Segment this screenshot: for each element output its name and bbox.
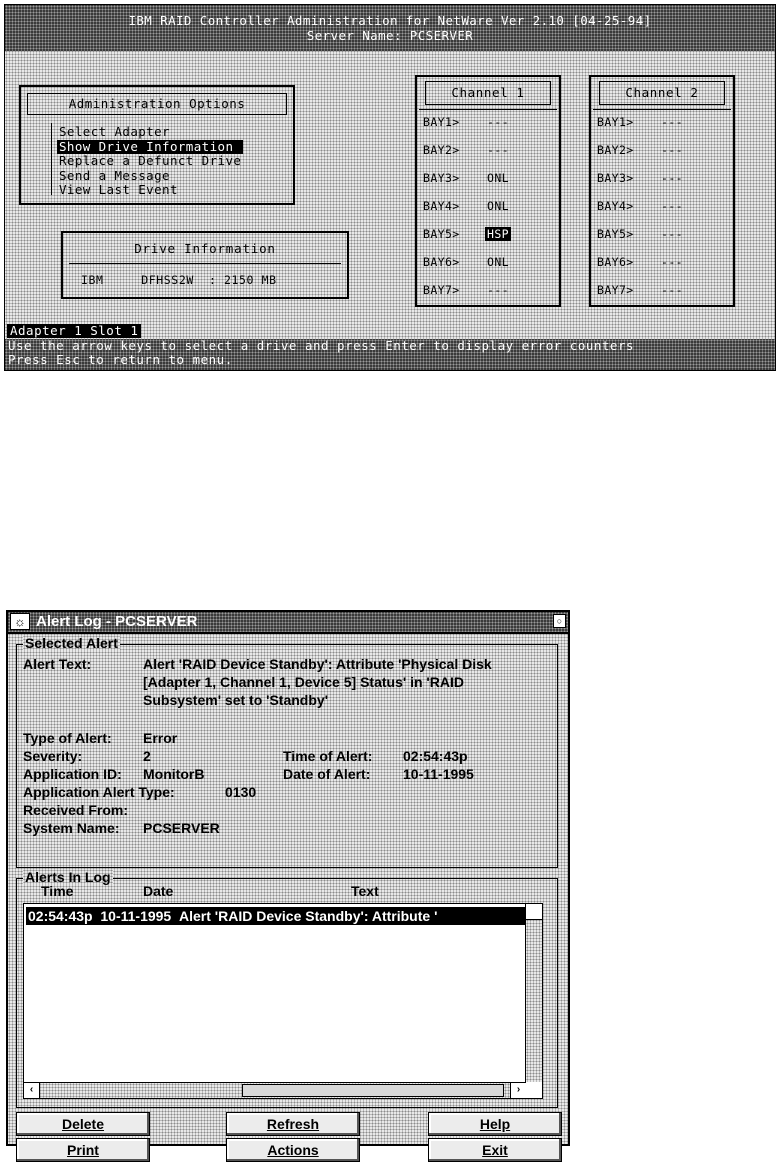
bay-status-selected: HSP: [487, 227, 509, 241]
channel-1-panel: [415, 75, 561, 307]
bay-label: BAY4>: [597, 199, 634, 213]
alert-text-label: Alert Text:: [23, 656, 92, 672]
minimize-icon[interactable]: ○: [553, 614, 566, 628]
menu-item-send-message[interactable]: Send a Message: [59, 167, 170, 183]
help-line-2: Press Esc to return to menu.: [8, 352, 233, 367]
program-title: IBM RAID Controller Administration for NetWare Ver 2.10 [04-25-94]: [128, 13, 652, 28]
bay-status: ---: [661, 143, 683, 157]
horizontal-scrollbar[interactable]: [24, 1082, 526, 1098]
bay-label: BAY5>: [423, 227, 460, 241]
application-id-label: Application ID:: [23, 766, 122, 782]
print-button[interactable]: Print: [16, 1138, 150, 1162]
bay-label: BAY6>: [423, 255, 460, 269]
menu-item-select-adapter[interactable]: Select Adapter: [59, 124, 170, 139]
menu-item-replace-defunct-drive[interactable]: Replace a Defunct Drive: [59, 153, 242, 168]
bay-status: ---: [487, 115, 509, 129]
bay-label: BAY3>: [597, 171, 634, 185]
column-header-date[interactable]: Date: [143, 883, 174, 899]
help-line-1: Use the arrow keys to select a drive and press Enter to display error counters: [8, 338, 634, 353]
time-of-alert-value: 02:54:43p: [403, 748, 468, 764]
screen-header: [5, 5, 775, 51]
scroll-right-icon[interactable]: ›: [510, 1083, 526, 1098]
column-header-text[interactable]: Text: [351, 883, 379, 899]
channel-1-bay-1[interactable]: [423, 115, 511, 129]
bay-label: BAY6>: [597, 255, 634, 269]
menu-item-view-last-event[interactable]: View Last Event: [59, 182, 178, 197]
bay-status: ---: [661, 227, 683, 241]
drive-information-title: Drive Information: [134, 241, 276, 256]
selected-alert-label: Selected Alert: [25, 635, 118, 651]
bay-status: ---: [661, 171, 683, 185]
scroll-left-icon[interactable]: ‹: [24, 1083, 40, 1098]
window-client: [8, 634, 568, 1158]
bay-label: BAY1>: [423, 115, 460, 129]
alerts-in-log-label: Alerts In Log: [25, 869, 111, 885]
selected-alert-group: [16, 635, 558, 868]
drive-information-row: [81, 273, 277, 287]
alert-list[interactable]: [23, 903, 543, 1099]
bay-status: ---: [661, 283, 683, 297]
bay-label: BAY5>: [597, 227, 634, 241]
row-time: 02:54:43p: [28, 908, 93, 924]
menu-item-show-drive-information[interactable]: Show Drive Information: [57, 140, 243, 155]
delete-button[interactable]: Delete: [16, 1112, 150, 1136]
channel-1-bay-7[interactable]: [423, 283, 511, 297]
alert-text-line-1: Alert 'RAID Device Standby': Attribute 'Physical Disk: [143, 656, 492, 672]
bay-status: ---: [487, 283, 509, 297]
type-of-alert-value: Error: [143, 730, 178, 746]
channel-2-bay-4[interactable]: [597, 199, 685, 213]
bay-status: ---: [487, 143, 509, 157]
alert-text-line-3: Subsystem' set to 'Standby': [143, 692, 329, 708]
drive-size: : 2150 MB: [208, 273, 277, 287]
channel-2-bay-3[interactable]: [597, 171, 685, 185]
channel-2-bay-6[interactable]: [597, 255, 685, 269]
application-alert-type-value: 0130: [225, 784, 257, 800]
help-text: [5, 339, 775, 370]
bay-label: BAY7>: [423, 283, 460, 297]
type-of-alert-label: Type of Alert:: [23, 730, 112, 746]
column-header-time[interactable]: Time: [41, 883, 74, 899]
channel-2-bay-5[interactable]: [597, 227, 685, 241]
received-from-label: Received From:: [23, 802, 129, 818]
bay-status: ---: [661, 255, 683, 269]
window-title: Alert Log - PCSERVER: [36, 613, 198, 630]
bay-label: BAY1>: [597, 115, 634, 129]
administration-options-panel: [19, 85, 295, 205]
bay-label: BAY2>: [423, 143, 460, 157]
channel-2-bay-7[interactable]: [597, 283, 685, 297]
divider: [419, 109, 557, 110]
row-date: 10-11-1995: [100, 908, 172, 924]
date-of-alert-value: 10-11-1995: [403, 766, 474, 782]
channel-2-bay-2[interactable]: [597, 143, 685, 157]
channel-1-bay-6[interactable]: [423, 255, 511, 269]
help-button[interactable]: Help: [428, 1112, 562, 1136]
system-menu-icon[interactable]: ☼: [10, 613, 30, 630]
window-titlebar[interactable]: [8, 612, 568, 634]
application-id-value: MonitorB: [143, 766, 205, 782]
alerts-in-log-group: [16, 869, 558, 1108]
channel-1-bay-5[interactable]: [423, 227, 511, 241]
date-of-alert-label: Date of Alert:: [283, 766, 371, 782]
bay-status: ---: [661, 115, 683, 129]
administration-menu: [57, 125, 243, 198]
time-of-alert-label: Time of Alert:: [283, 748, 373, 764]
drive-information-panel: [61, 231, 349, 299]
administration-options-title: Administration Options: [27, 93, 287, 115]
adapter-slot-indicator: Adapter 1 Slot 1: [7, 324, 141, 338]
drive-model: DFHSS2W: [141, 273, 194, 287]
bay-status: ONL: [487, 171, 509, 185]
alert-text-line-2: [Adapter 1, Channel 1, Device 5] Status' in 'RAID: [143, 674, 464, 690]
channel-2-title: Channel 2: [599, 81, 725, 105]
divider: [69, 263, 341, 264]
channel-2-panel: [589, 75, 735, 307]
bay-status: ---: [661, 199, 683, 213]
channel-2-bay-1[interactable]: [597, 115, 685, 129]
bay-label: BAY4>: [423, 199, 460, 213]
raid-admin-screen: [4, 4, 776, 371]
channel-1-bay-4[interactable]: [423, 199, 511, 213]
scroll-up-button[interactable]: [526, 904, 542, 920]
row-text: Alert 'RAID Device Standby': Attribute ': [179, 908, 438, 924]
refresh-button[interactable]: Refresh: [226, 1112, 360, 1136]
scrollbar-thumb[interactable]: [242, 1084, 504, 1097]
vertical-scrollbar[interactable]: [525, 904, 542, 1082]
bay-status: ONL: [487, 199, 509, 213]
bay-label: BAY2>: [597, 143, 634, 157]
channel-1-bay-3[interactable]: [423, 171, 511, 185]
divider: [593, 109, 731, 110]
server-name: Server Name: PCSERVER: [306, 28, 474, 43]
channel-1-title: Channel 1: [425, 81, 551, 105]
channel-1-bay-2[interactable]: [423, 143, 511, 157]
severity-label: Severity:: [23, 748, 83, 764]
list-item[interactable]: [26, 907, 526, 925]
status-area: [5, 321, 775, 370]
column-headers: [17, 883, 537, 901]
bay-status: ONL: [487, 255, 509, 269]
alert-log-window: [6, 610, 570, 1158]
menu-rule: [51, 123, 52, 195]
bay-label: BAY3>: [423, 171, 460, 185]
drive-vendor: IBM: [81, 273, 104, 287]
bay-label: BAY7>: [597, 283, 634, 297]
actions-button[interactable]: Actions: [226, 1138, 360, 1162]
application-alert-type-label: Application Alert Type:: [23, 784, 175, 800]
severity-value: 2: [143, 748, 151, 764]
system-name-label: System Name:: [23, 820, 120, 836]
exit-button[interactable]: Exit: [428, 1138, 562, 1162]
system-name-value: PCSERVER: [143, 820, 220, 836]
